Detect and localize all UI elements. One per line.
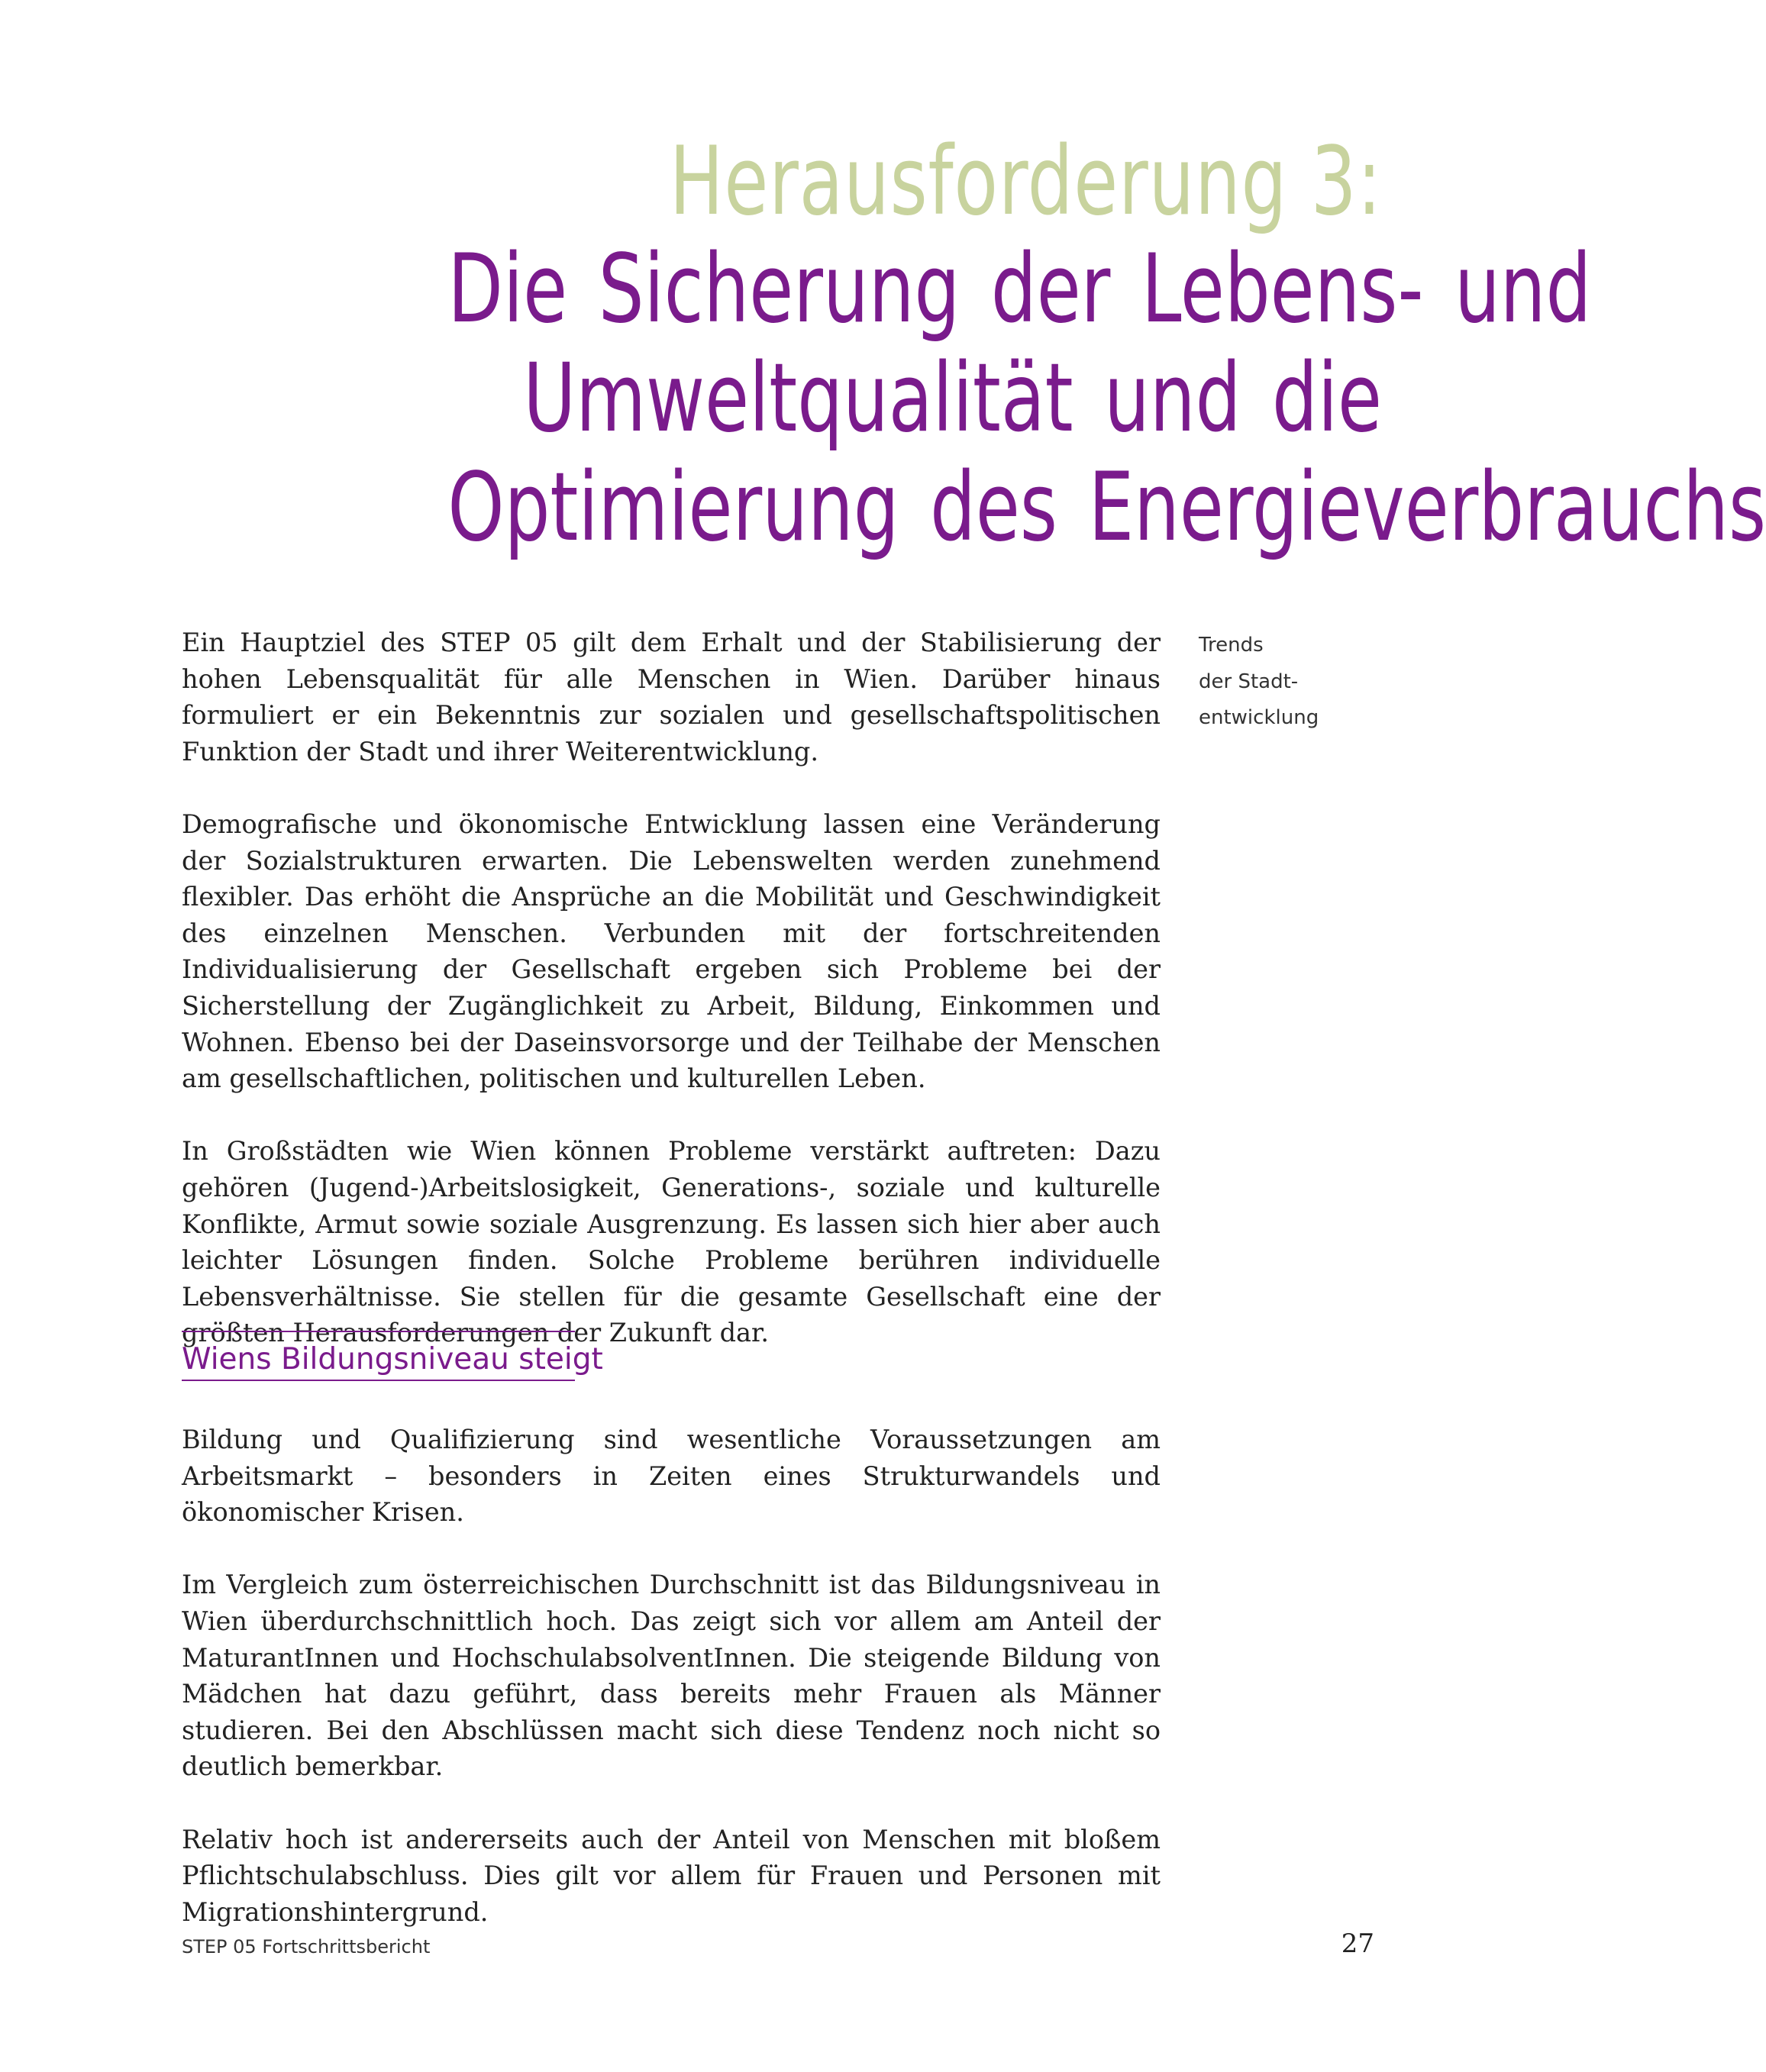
intro-text [182, 625, 1161, 1351]
section-text [182, 1422, 1161, 1930]
chapter-title [447, 127, 1766, 563]
paragraph: Im Vergleich zum österreichischen Durchschnitt ist das Bildungsniveau in Wien überdurchschnittlich hoch. Das zeigt sich vor allem am Anteil der MaturantInnen und HochschulabsolventInnen. Die steigende Bildung von Mädchen hat dazu geführt, dass bereits mehr Frauen als Männer studieren. Bei den Abschlüssen macht sich diese Tendenz noch nicht so deutlich bemerkbar. [182, 1570, 1161, 1782]
margin-note [1199, 628, 1374, 737]
page-number: 27 [1341, 1928, 1374, 1959]
paragraph: Demografische und ökonomische Entwicklung lassen eine Veränderung der Sozialstrukturen erwarten. Die Lebenswelten werden zunehmend flexibler. Das erhöht die Ansprüche an die Mobilität und Geschwindigkeit des einzelnen Menschen. Verbunden mit der fortschreitenden Individualisierung der Gesellschaft ergeben sich Probleme bei der Sicherstellung der Zugänglichkeit zu Arbeit, Bildung, Einkommen und Wohnen. Ebenso bei der Daseinsvorsorge und der Teilhabe der Menschen am gesellschaftlichen, politischen und kulturellen Leben. [182, 808, 1161, 1094]
title-kicker: Herausforderung 3: [669, 127, 1382, 237]
footer-publication: STEP 05 Fortschrittsbericht [182, 1936, 431, 1957]
paragraph: Relativ hoch ist andererseits auch der Anteil von Menschen mit bloßem Pflichtschulabschluss. Dies gilt vor allem für Frauen und Personen mit Migrationshintergrund. [182, 1824, 1161, 1927]
margin-note-line: der Stadt- [1199, 670, 1299, 693]
title-line-2: Umweltqualität und die [523, 344, 1382, 453]
paragraph: Bildung und Qualifizierung sind wesentliche Voraussetzungen am Arbeitsmarkt – besonders in Zeiten eines Strukturwandels und ökonomischer Krisen. [182, 1425, 1161, 1528]
paragraph: Ein Hauptziel des STEP 05 gilt dem Erhalt und der Stabilisierung der hohen Lebensqualität für alle Menschen in Wien. Darüber hinaus formuliert er ein Bekenntnis zur sozialen und gesellschaftspolitischen Funktion der Stadt und ihrer Weiterentwicklung. [182, 628, 1161, 767]
section-heading: Wiens Bildungsniveau steigt [182, 1331, 575, 1381]
title-line-3: Optimierung des Energieverbrauchs [447, 453, 1766, 563]
margin-note-line: Trends [1199, 634, 1264, 657]
margin-note-line: entwicklung [1199, 706, 1319, 730]
title-line-1: Die Sicherung der Lebens- und [447, 234, 1592, 344]
paragraph: In Großstädten wie Wien können Probleme verstärkt auftreten: Dazu gehören (Jugend-)Arbeitslosigkeit, Generations-, soziale und kulturelle Konflikte, Armut sowie soziale Ausgrenzung. Es lassen sich hier aber auch leichter Lösungen finden. Solche Probleme berühren individuelle Lebensverhältnisse. Sie stellen für die gesamte Gesellschaft eine der größten Herausforderungen der Zukunft dar. [182, 1136, 1161, 1348]
